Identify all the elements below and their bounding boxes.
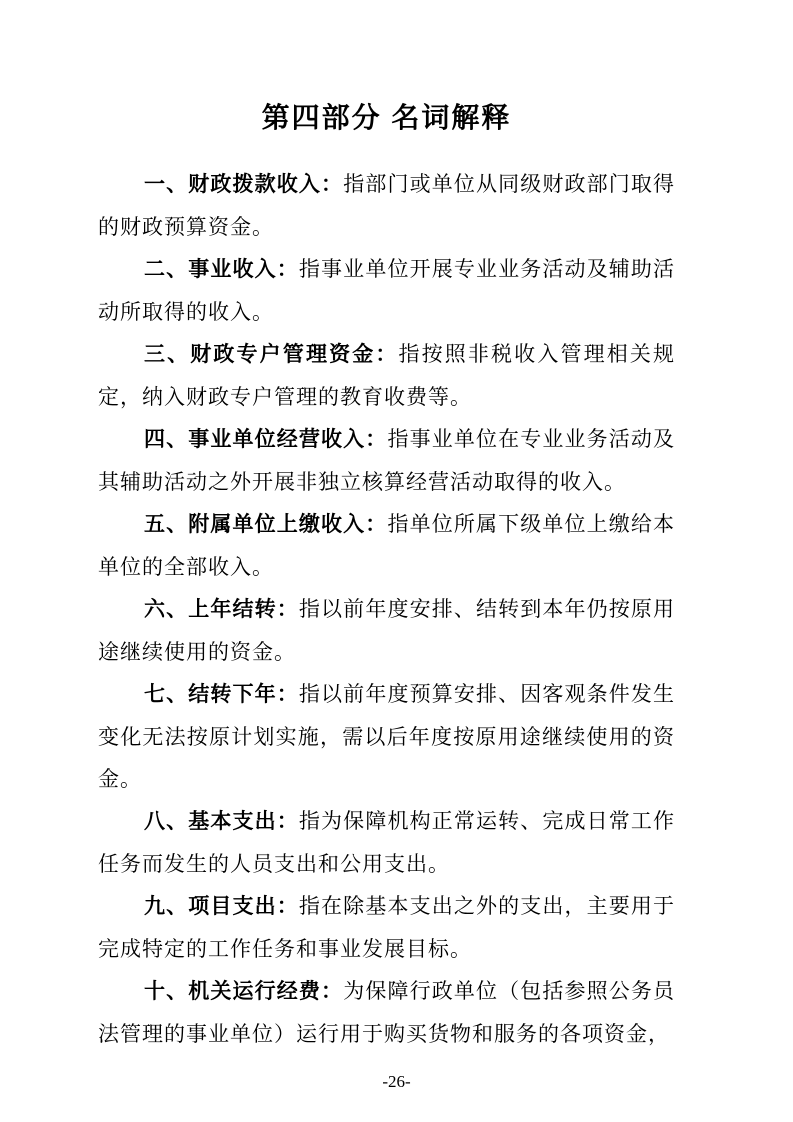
document-title: 第四部分 名词解释 [261,102,512,133]
definition-paragraph-4 [98,418,675,503]
definition-paragraph-7 [98,673,675,800]
term-definition: 指事业单位开展专业业务活动及辅助活动所取得的收入。 [98,257,676,324]
definition-paragraph-9 [98,885,675,970]
term-definition: 指为保障机构正常运转、完成日常工作任务而发生的人员支出和公用支出。 [98,809,676,876]
term-definition: 指以前年度安排、结转到本年仍按原用途继续使用的资金。 [98,597,676,664]
definition-paragraph-10 [98,970,675,1055]
definition-paragraph-8 [98,800,675,885]
term-label: 一、财政拨款收入： [144,173,344,196]
term-definition: 指部门或单位从同级财政部门取得的财政预算资金。 [98,172,676,239]
definition-paragraph-6 [98,588,675,673]
definition-paragraph-3 [98,333,675,418]
definition-paragraph-5 [98,503,675,588]
term-definition: 指单位所属下级单位上缴给本单位的全部收入。 [98,512,676,579]
page-number: -26- [382,1072,411,1091]
definition-paragraph-1 [98,163,675,248]
term-label: 六、上年结转： [144,598,299,621]
term-definition: 为保障行政单位（包括参照公务员法管理的事业单位）运行用于购买货物和服务的各项资金， [98,979,676,1046]
term-label: 三、财政专户管理资金： [144,343,399,366]
term-label: 五、附属单位上缴收入： [144,513,388,536]
term-label: 七、结转下年： [144,683,299,706]
term-definition: 指以前年度预算安排、因客观条件发生变化无法按原计划实施，需以后年度按原用途继续使用的资金。 [98,682,676,791]
term-label: 四、事业单位经营收入： [144,428,388,451]
term-definition: 指在除基本支出之外的支出，主要用于完成特定的工作任务和事业发展目标。 [98,894,676,961]
term-label: 十、机关运行经费： [144,980,344,1003]
term-label: 九、项目支出： [144,895,299,918]
term-label: 二、事业收入： [144,258,299,281]
definition-paragraph-2 [98,248,675,333]
term-definition: 指按照非税收入管理相关规定，纳入财政专户管理的教育收费等。 [98,342,675,409]
term-label: 八、基本支出： [144,810,299,833]
term-definition: 指事业单位在专业业务活动及其辅助活动之外开展非独立核算经营活动取得的收入。 [98,427,676,494]
